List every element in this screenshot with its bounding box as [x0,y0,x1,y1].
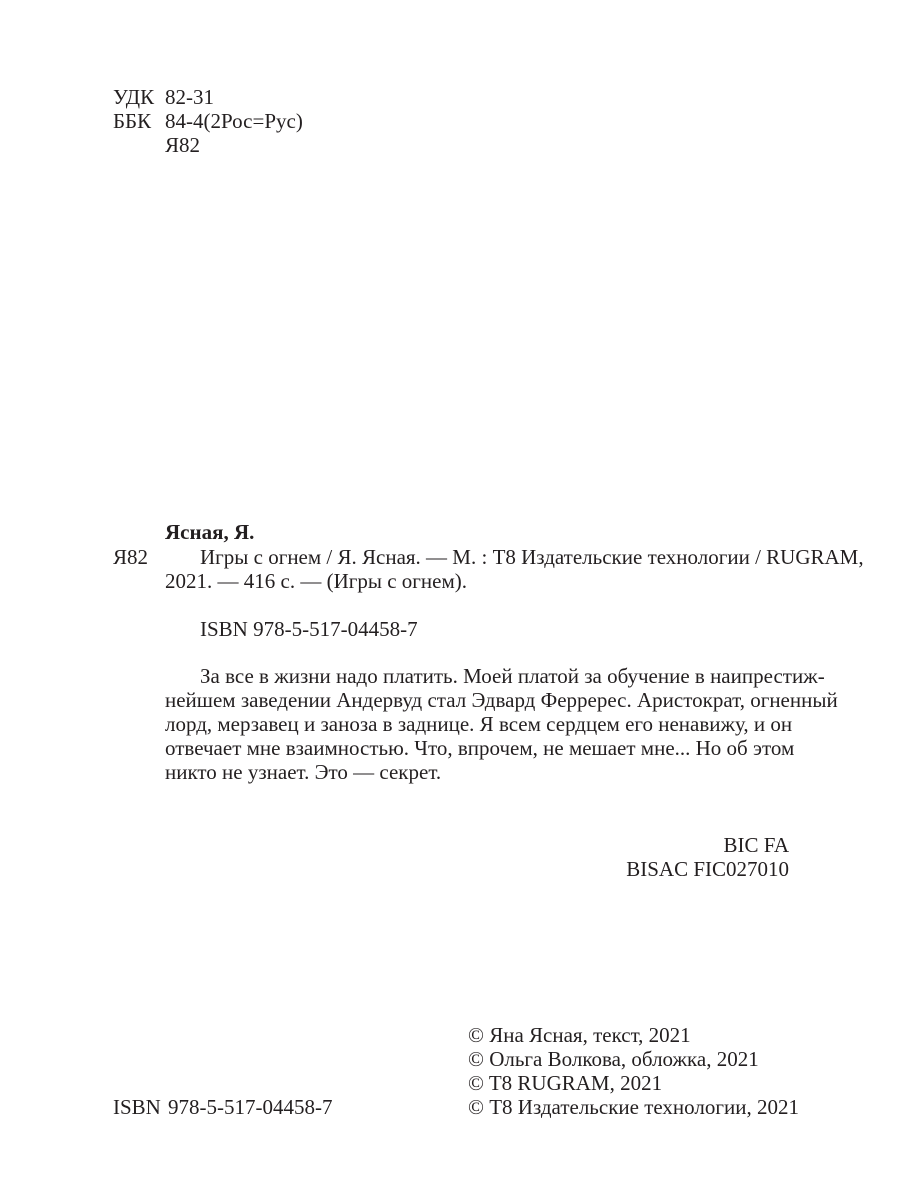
author-mark: Я82 [113,545,149,569]
bibliographic-isbn: ISBN 978-5-517-04458-7 [200,617,418,641]
bbk-value: 84-4(2Рос=Рус) [165,109,303,133]
udk-label: УДК [113,85,155,109]
copyright-line: © Ольга Волкова, обложка, 2021 [468,1047,759,1071]
bisac-code: BISAC FIC027010 [626,857,789,881]
bbk-label: ББК [113,109,152,133]
footer-isbn-value: 978-5-517-04458-7 [168,1095,333,1119]
copyright-line: © Т8 Издательские технологии, 2021 [468,1095,799,1119]
annotation-line: никто не узнает. Это — секрет. [165,760,442,784]
annotation-line: нейшем заведении Андервуд стал Эдвард Ферререс. Аристократ, огненный [165,688,838,712]
copyright-line: © Яна Ясная, текст, 2021 [468,1023,691,1047]
copyright-line: © T8 RUGRAM, 2021 [468,1071,663,1095]
bic-code: BIC FA [723,833,789,857]
footer-isbn-label: ISBN [113,1095,161,1119]
annotation-line: За все в жизни надо платить. Моей платой за обучение в наипрестиж- [200,664,825,688]
annotation-line: лорд, мерзавец и заноза в заднице. Я всем сердцем его ненавижу, и он [165,712,793,736]
bibliographic-line-2: 2021. — 416 с. — (Игры с огнем). [165,569,467,593]
bibliographic-line-1: Игры с огнем / Я. Ясная. — М. : Т8 Издательские технологии / RUGRAM, [200,545,864,569]
udk-value: 82-31 [165,85,214,109]
author-heading: Ясная, Я. [165,520,255,544]
author-mark-top: Я82 [165,133,201,157]
annotation-line: отвечает мне взаимностью. Что, впрочем, не мешает мне... Но об этом [165,736,795,760]
